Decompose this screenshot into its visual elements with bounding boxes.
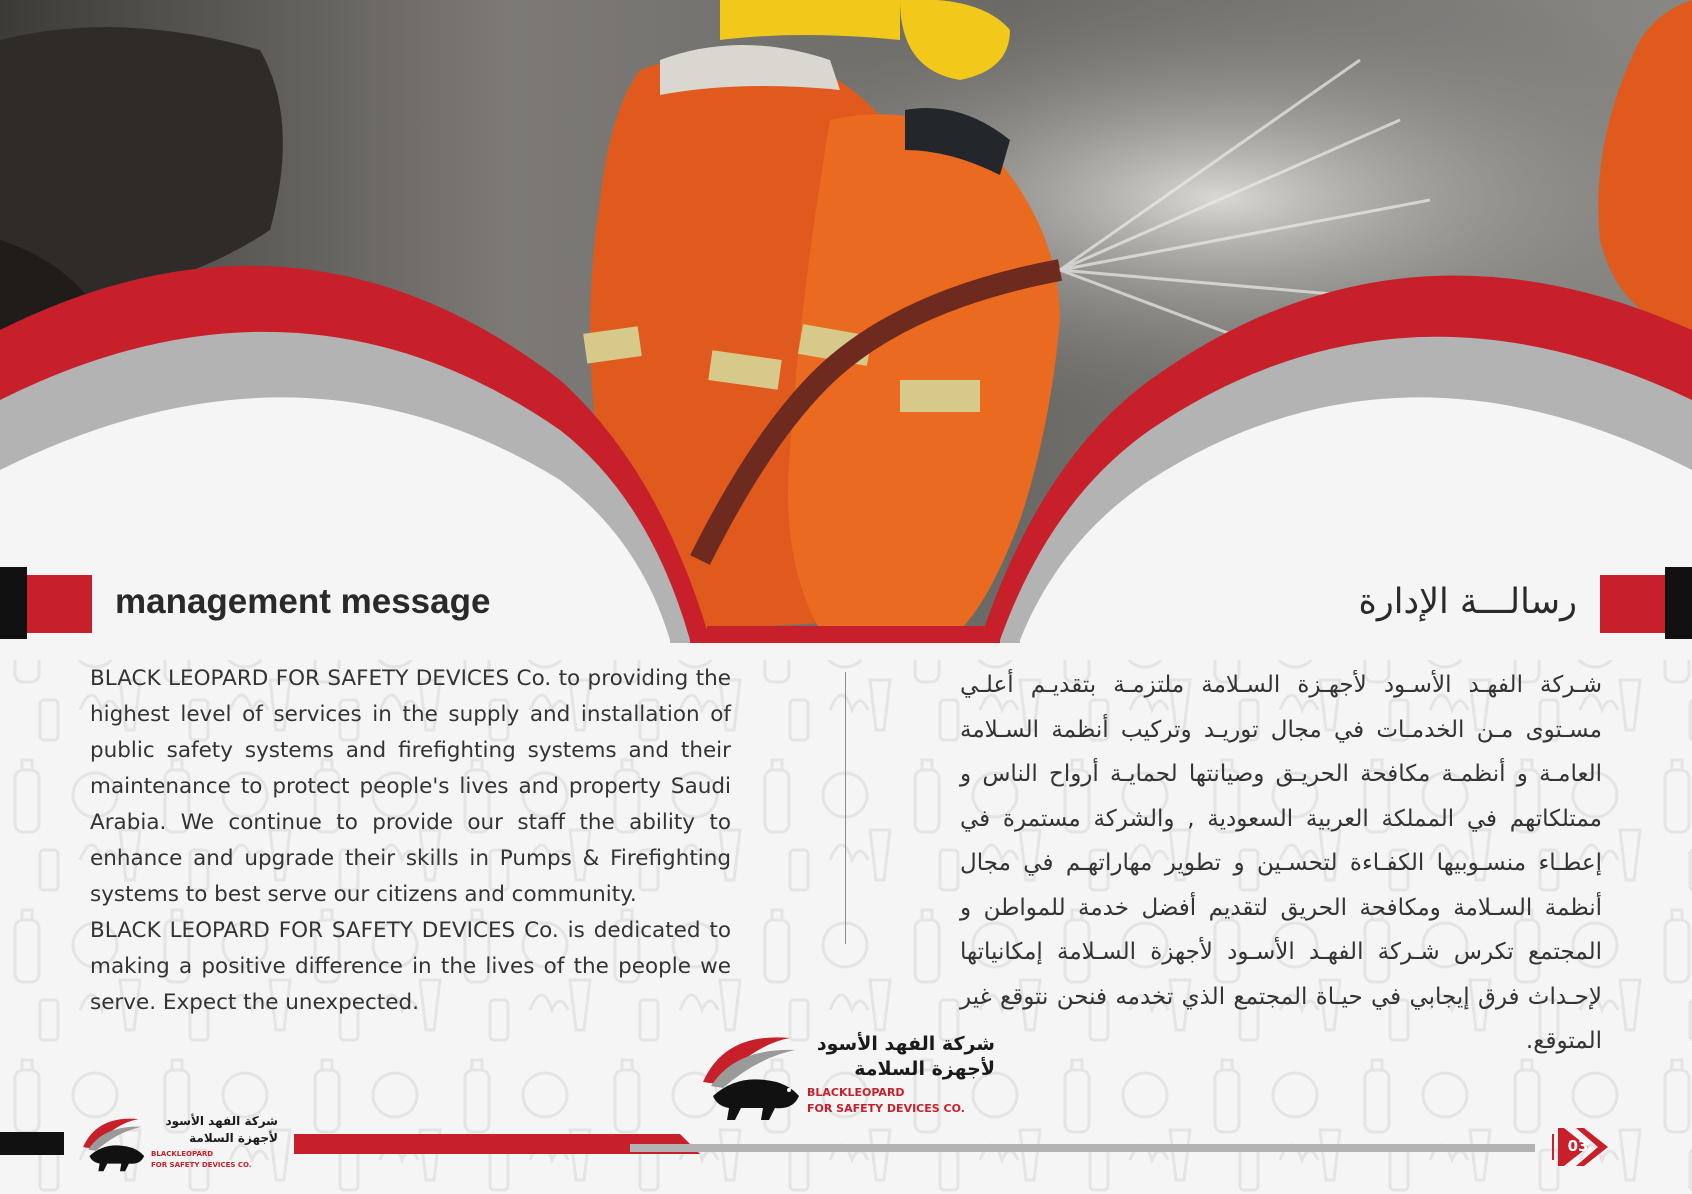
title-arabic: رسالـــة الإدارة [1358, 582, 1577, 622]
english-message [90, 661, 731, 1021]
black-leopard-icon [695, 1024, 805, 1124]
column-divider [845, 672, 846, 944]
logo-name-ar-1: شركة الفهد الأسود [816, 1033, 995, 1055]
title-bar-black-left [0, 567, 27, 639]
footer-logo-name-en-2: FOR SAFETY DEVICES CO. [151, 1161, 252, 1169]
logo-name-en-1: BLACKLEOPARD [807, 1086, 905, 1099]
title-bar-red-left [27, 575, 92, 633]
company-logo [695, 1024, 995, 1126]
title-bar-red-right [1600, 575, 1665, 633]
logo-name-ar-2: لأجهزة السلامة [854, 1058, 995, 1080]
footer-logo-name-en-1: BLACKLEOPARD [151, 1150, 214, 1158]
logo-name-en-2: FOR SAFETY DEVICES CO. [807, 1102, 965, 1115]
footer-logo-name-ar-1: شركة الفهد الأسود [165, 1114, 278, 1128]
english-paragraph-2: BLACK LEOPARD FOR SAFETY DEVICES Co. is dedicated to making a positive difference in the lives of the people we serve. Expect the unexpected. [90, 918, 731, 1015]
footer-logo-name-ar-2: لأجهزة السلامة [189, 1131, 278, 1145]
footer-logo [78, 1110, 278, 1174]
title-bar-black-right [1665, 567, 1692, 639]
english-paragraph-1: BLACK LEOPARD FOR SAFETY DEVICES Co. to providing the highest level of services in the supply and installation of public safety systems and firefighting systems and their maintenance to protect people's lives and property Saudi Arabia. We continue to provide our staff the ability to enhance and upgrade their skills in Pumps & Firefighting systems to best serve our citizens and community. [90, 666, 731, 907]
footer-black-bar [0, 1132, 64, 1155]
arabic-message: شـركة الفهـد الأسـود لأجهـزة السـلامة ملتزمـة بتقديـم أعلـي مسـتوى مـن الخدمـات في مجال توريـد وتركيب أنظمة السـلامة العامـة و أنظمـة مكافحة الحريـق وصيانتها لحمايـة أرواح الناس و ممتلكاتهم في المملكة العربية السعودية , والشركة مستمرة في إعطـاء منسـوبيها الكفـاءة لتحسـين و تطوير مهاراتهـم في مجال أنظمة السـلامة ومكافحة الحريق لتقديم أفضل خدمة للمواطن و المجتمع تكرس شـركة الفهـد الأسـود لأجهزة السـلامة إمكانياتها لإحـداث فرق إيجابي في حيـاة المجتمع الذي تخدمه فنحن نتوقع غير المتوقع. [960, 672, 1602, 1054]
black-leopard-small-icon [78, 1110, 148, 1174]
title-management-message: management message [115, 582, 491, 621]
page-number: 03 [1567, 1137, 1589, 1155]
